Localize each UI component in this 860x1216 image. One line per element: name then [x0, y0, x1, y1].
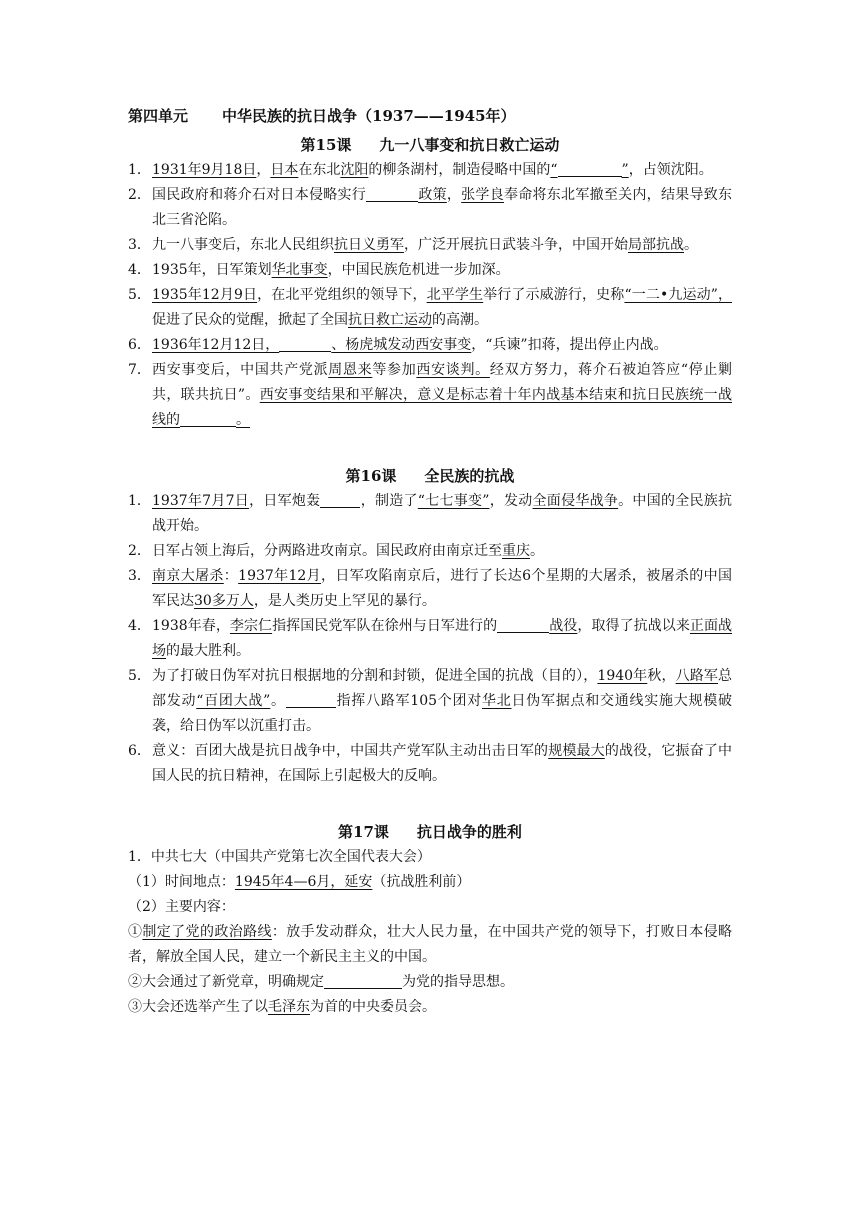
- lesson-15-items: [128, 158, 732, 433]
- fill-in-blank: [558, 160, 622, 177]
- key-term: 1945年4—6月，延安: [234, 874, 373, 890]
- list-item: [128, 564, 732, 614]
- text-run: ②大会通过了新党章，明确规定: [128, 974, 324, 990]
- text-run: ：: [223, 568, 239, 584]
- key-term: “七七事变”: [417, 493, 490, 509]
- lesson-16-label: 第16课: [345, 467, 397, 485]
- fill-in-blank: [180, 410, 236, 427]
- list-item: [128, 870, 732, 895]
- key-term: 南京大屠杀: [152, 568, 224, 584]
- item-text: [152, 283, 732, 333]
- text-run: 促进了民众的觉醒，掀起了全国: [152, 312, 348, 328]
- list-item: [128, 739, 732, 789]
- lesson-15-heading: [128, 133, 732, 158]
- key-term: 局部抗战: [628, 237, 684, 253]
- key-term: “百团大战”: [196, 693, 271, 709]
- key-term: 。: [236, 412, 250, 428]
- lesson-17-section: [128, 820, 732, 1020]
- list-item: [128, 183, 732, 233]
- key-term: 正面战场: [152, 618, 733, 659]
- item-number: 3．: [128, 237, 151, 253]
- document-body: [128, 104, 732, 1020]
- text-run: 1935年，日军策划: [152, 262, 272, 278]
- text-run: 1938年春，: [152, 618, 230, 634]
- list-item: [128, 158, 732, 183]
- lesson-17-label: 第17课: [338, 823, 389, 841]
- text-run: 经双方努力，蒋介石被迫答应“停止剿共，联共抗日”。: [152, 362, 733, 403]
- text-run: ③大会还选举产生了以: [128, 999, 268, 1015]
- text-run: 。: [684, 237, 698, 253]
- text-run: ，: [446, 187, 462, 203]
- key-term: 华北: [482, 693, 512, 709]
- key-term: 30多万人: [194, 593, 254, 609]
- key-term: 1937年7月7日: [152, 493, 250, 509]
- list-item: [128, 258, 732, 283]
- key-term: 抗日义勇军: [334, 237, 404, 253]
- item-number: 2．: [128, 187, 151, 203]
- item-text: [152, 158, 732, 183]
- key-term: 沈阳: [340, 162, 369, 178]
- list-item: [128, 614, 732, 664]
- lesson-16-items: [128, 489, 732, 789]
- list-item: [128, 489, 732, 539]
- list-item: [128, 358, 732, 433]
- text-run: 指挥八路军105个团对: [335, 693, 483, 709]
- lesson-17-title: 抗日战争的胜利: [416, 823, 522, 841]
- text-run: ，日军攻陷南京后，进行了长达6个星期的大屠杀，被屠杀的中国军民达: [152, 568, 733, 609]
- key-term: 全面侵华战争: [532, 493, 619, 509]
- text-run: ，在北平党组织的领导下，: [257, 287, 427, 303]
- list-item: [128, 970, 732, 995]
- text-run: 的柳条湖村，制造侵略中国的: [368, 162, 551, 178]
- key-term: 政策: [418, 187, 447, 203]
- key-term: 、杨虎城发动西安事变: [331, 337, 472, 353]
- text-run: 总部发动: [152, 668, 733, 709]
- item-text: [152, 233, 732, 258]
- list-item: [128, 664, 732, 739]
- text-run: （1）时间地点：: [128, 874, 235, 890]
- item-number: 3．: [128, 568, 151, 584]
- text-run: ：放手发动群众，壮大人民力量，在中国共产党的领导下，打败日本侵略者，解放全国人民，建立一个新民主主义的中国。: [128, 924, 733, 965]
- unit-heading: [128, 104, 732, 129]
- key-term: 周恩来: [328, 362, 373, 378]
- text-run: 意义：百团大战是抗日战争中，中国共产党军队主动出击日军的: [152, 743, 549, 759]
- lesson-15-title: 九一八事变和抗日救亡运动: [379, 136, 560, 154]
- list-item: [128, 539, 732, 564]
- item-text: [152, 333, 732, 358]
- text-run: 秋，: [647, 668, 676, 684]
- text-run: ，是人类历史上罕见的暴行。: [253, 593, 436, 609]
- text-run: ，制造了: [360, 493, 418, 509]
- lesson-15-label: 第15课: [300, 136, 352, 154]
- list-item: [128, 233, 732, 258]
- text-run: ，“兵谏”扣蒋，提出停止内战。: [471, 337, 668, 353]
- lesson-16-title: 全民族的抗战: [424, 467, 515, 485]
- text-run: 。: [270, 693, 286, 709]
- text-run: ①: [128, 924, 143, 940]
- lesson-16-section: [128, 464, 732, 789]
- text-run: ，广泛开展抗日武装斗争，中国开始: [404, 237, 628, 253]
- text-run: 。中国的全民族抗战开始。: [152, 493, 733, 534]
- text-run: 1．中共七大（中国共产党第七次全国代表大会）: [128, 849, 431, 865]
- key-term: 张学良: [461, 187, 504, 203]
- item-text: [152, 358, 732, 433]
- key-term: 重庆: [502, 543, 530, 559]
- item-number: 6．: [128, 743, 151, 759]
- key-term: 制定了党的政治路线: [142, 924, 272, 940]
- item-number: 2．: [128, 543, 151, 559]
- unit-label: 第四单元: [128, 107, 189, 125]
- key-term: “一二•九运动”，: [624, 287, 733, 303]
- key-term: 李宗仁: [229, 618, 273, 634]
- text-run: ，占领沈阳。: [628, 162, 713, 178]
- text-run: 的战役，它振奋了中国人民的抗日精神，在国际上引起极大的反响。: [152, 743, 733, 784]
- item-number: 1．: [128, 162, 151, 178]
- text-run: 日军占领上海后，分两路进攻南京。国民政府由南京迁至: [152, 543, 502, 559]
- item-number: 5．: [128, 668, 151, 684]
- text-run: 的最大胜利。: [166, 643, 250, 659]
- text-run: ，取得了抗战以来: [577, 618, 690, 634]
- text-run: 。: [530, 543, 544, 559]
- key-term: 西安事变结果和平解决，意义是标志着十年内战基本结束和抗日民族统一战线的: [152, 387, 732, 428]
- key-term: 华北事变: [271, 262, 328, 278]
- item-number: 4．: [128, 618, 151, 634]
- key-term: ”: [621, 162, 629, 178]
- text-run: （2）主要内容：: [128, 899, 235, 915]
- item-text: [152, 614, 732, 664]
- fill-in-blank: [279, 335, 331, 352]
- item-number: 5．: [128, 287, 151, 303]
- key-term: 西安谈判。: [416, 362, 490, 378]
- item-number: 6．: [128, 337, 151, 353]
- list-item: [128, 333, 732, 358]
- text-run: 国民政府和蒋介石对日本侵略实行: [152, 187, 367, 203]
- item-text: [152, 564, 732, 614]
- text-run: 在东北: [298, 162, 341, 178]
- text-run: ，发动: [489, 493, 533, 509]
- fill-in-blank: [366, 185, 418, 202]
- fill-in-blank: [497, 616, 549, 633]
- list-item: [128, 995, 732, 1020]
- key-term: “: [550, 162, 558, 178]
- list-item: [128, 283, 732, 333]
- text-run: ，日军炮轰: [249, 493, 321, 509]
- fill-in-blank: [320, 491, 360, 508]
- text-run: 为了打破日伪军对抗日根据地的分割和封锁，促进全国的抗战（目的），: [152, 668, 598, 684]
- item-text: [152, 183, 732, 233]
- text-run: 为党的指导思想。: [402, 974, 514, 990]
- text-run: 日伪军据点和交通线实施大规模破袭，给日伪军以沉重打击。: [152, 693, 733, 734]
- key-term: 1937年12月: [238, 568, 322, 584]
- key-term: 1935年12月9日: [152, 287, 258, 303]
- text-run: 举行了示威游行，史称: [483, 287, 625, 303]
- key-term: 1940年: [597, 668, 648, 684]
- item-number: 7．: [128, 362, 151, 378]
- item-text: [152, 739, 732, 789]
- key-term: 毛泽东: [268, 999, 310, 1015]
- item-number: 4．: [128, 262, 151, 278]
- item-text: [152, 258, 732, 283]
- key-term: 1936年12月12日，: [152, 337, 280, 353]
- text-run: 西安事变后，中国共产党派: [152, 362, 329, 378]
- lesson-16-heading: [128, 464, 732, 489]
- key-term: 规模最大: [548, 743, 605, 759]
- text-run: ，中国民族危机进一步加深。: [327, 262, 510, 278]
- list-item: [128, 895, 732, 920]
- key-term: 北平学生: [426, 287, 484, 303]
- text-run: 等参加: [372, 362, 417, 378]
- fill-in-blank: [286, 691, 336, 708]
- lesson-17-lines: [128, 845, 732, 1020]
- fill-in-blank: [324, 972, 402, 989]
- key-term: 战役: [549, 618, 578, 634]
- lesson-15-section: [128, 133, 732, 433]
- text-run: ，: [256, 162, 271, 178]
- text-run: 指挥国民党军队在徐州与日军进行的: [272, 618, 498, 634]
- text-run: 九一八事变后，东北人民组织: [152, 237, 334, 253]
- text-run: （抗战胜利前）: [372, 874, 471, 890]
- key-term: 八路军: [675, 668, 719, 684]
- item-text: [152, 664, 732, 739]
- item-text: [152, 489, 732, 539]
- key-term: 1931年9月18日: [152, 162, 257, 178]
- lesson-17-heading: [128, 820, 732, 845]
- text-run: 为首的中央委员会。: [310, 999, 436, 1015]
- key-term: 抗日救亡运动: [348, 312, 432, 328]
- list-item: [128, 845, 732, 870]
- list-item: [128, 920, 732, 970]
- text-run: 的高潮。: [432, 312, 488, 328]
- item-number: 1．: [128, 493, 151, 509]
- key-term: 日本: [270, 162, 299, 178]
- unit-title: 中华民族的抗日战争（1937——1945年）: [222, 107, 516, 125]
- item-text: [152, 539, 732, 564]
- text-run: 奉命将东北军撤至关内，结果导致东北三省沦陷。: [152, 187, 733, 228]
